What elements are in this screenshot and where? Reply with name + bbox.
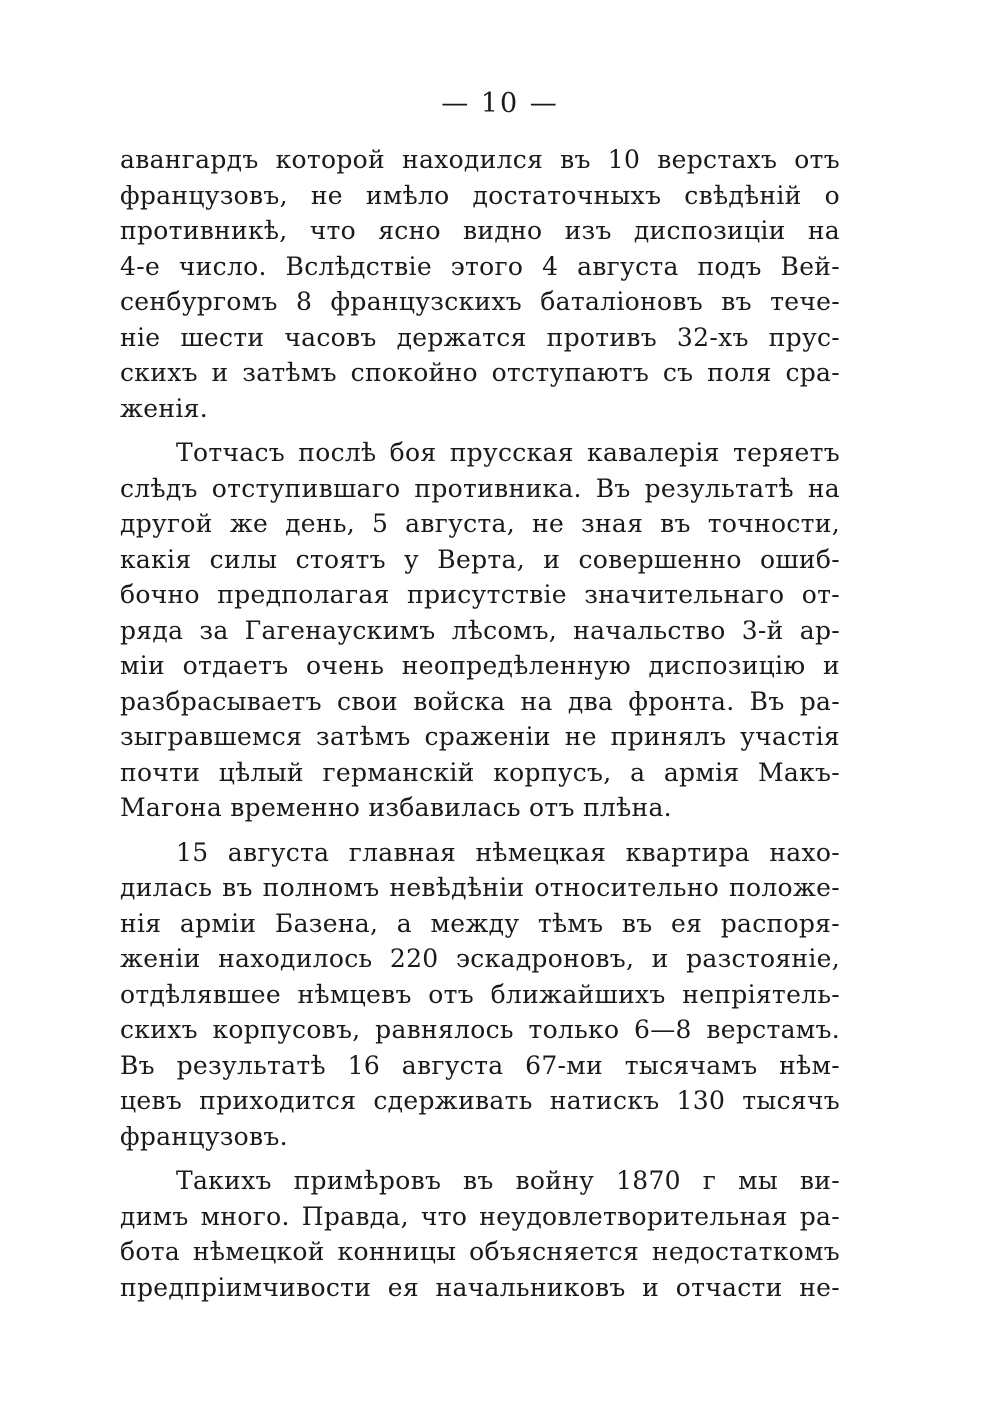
- text-line: дилась въ полномъ невѣдѣніи относительно положе-: [120, 873, 840, 902]
- text-line: Тотчасъ послѣ боя прусская кавалерія теряетъ: [176, 438, 840, 467]
- body-text: [120, 142, 840, 1314]
- text-line: скихъ и затѣмъ спокойно отступаютъ съ поля сра-: [120, 358, 840, 387]
- text-line: слѣдъ отступившаго противника. Въ результатѣ на: [120, 473, 840, 503]
- text-line: Въ результатѣ 16 августа 67-ми тысячамъ нѣм-: [120, 1050, 840, 1080]
- text-line: Такихъ примѣровъ въ войну 1870 г мы ви-: [176, 1166, 840, 1195]
- text-line: скихъ корпусовъ, равнялось только 6—8 верстамъ.: [120, 1015, 840, 1044]
- text-line: какія силы стоятъ у Верта, и совершенно ошиб-: [120, 544, 840, 574]
- text-line: женія.: [120, 393, 208, 423]
- text-line: бота нѣмецкой конницы объясняется недостаткомъ: [120, 1237, 840, 1266]
- text-line: сенбургомъ 8 французскихъ баталіоновъ въ тече-: [120, 287, 840, 316]
- paragraph-2: [120, 435, 840, 826]
- text-line: цевъ приходится сдерживать натискъ 130 тысячъ: [120, 1086, 840, 1115]
- text-line: зыгравшемся затѣмъ сраженіи не принялъ участія: [120, 722, 840, 751]
- text-line: ніе шести часовъ держатся противъ 32-хъ прус-: [120, 322, 840, 352]
- paragraph-4: [120, 1163, 840, 1305]
- text-line: почти цѣлый германскій корпусъ, а армія Макъ-: [120, 757, 840, 787]
- text-line: міи отдаетъ очень неопредѣленную диспозицію и: [120, 651, 840, 680]
- text-line: французовъ, не имѣло достаточныхъ свѣдѣній о: [120, 180, 840, 210]
- paragraph-3: [120, 835, 840, 1155]
- text-line: предпріимчивости ея начальниковъ и отчасти не-: [120, 1272, 840, 1302]
- text-line: димъ много. Правда, что неудовлетворительная ра-: [120, 1201, 840, 1231]
- text-line: нія арміи Базена, а между тѣмъ въ ея распоря-: [120, 908, 840, 938]
- text-line: бочно предполагая присутствіе значительнаго от-: [120, 580, 840, 609]
- text-line: 4-е число. Вслѣдствіе этого 4 августа подъ Вей-: [120, 251, 840, 281]
- page-number: — 10 —: [441, 88, 559, 119]
- text-line: 15 августа главная нѣмецкая квартира нахо-: [176, 837, 840, 867]
- text-line: другой же день, 5 августа, не зная въ точности,: [120, 509, 840, 538]
- text-line: авангардъ которой находился въ 10 верстахъ отъ: [120, 145, 840, 174]
- paragraph-1: [120, 142, 840, 426]
- text-line: Магона временно избавилась отъ плѣна.: [120, 793, 672, 822]
- text-line: противникѣ, что ясно видно изъ диспозиціи на: [120, 216, 840, 245]
- text-line: ряда за Гагенаускимъ лѣсомъ, начальство 3-й ар-: [120, 615, 840, 645]
- text-line: отдѣлявшее нѣмцевъ отъ ближайшихъ непріятель-: [120, 979, 840, 1009]
- text-line: женіи находилось 220 эскадроновъ, и разстояніе,: [120, 944, 840, 973]
- text-line: французовъ.: [120, 1121, 288, 1151]
- text-line: разбрасываетъ свои войска на два фронта. Въ ра-: [120, 686, 840, 716]
